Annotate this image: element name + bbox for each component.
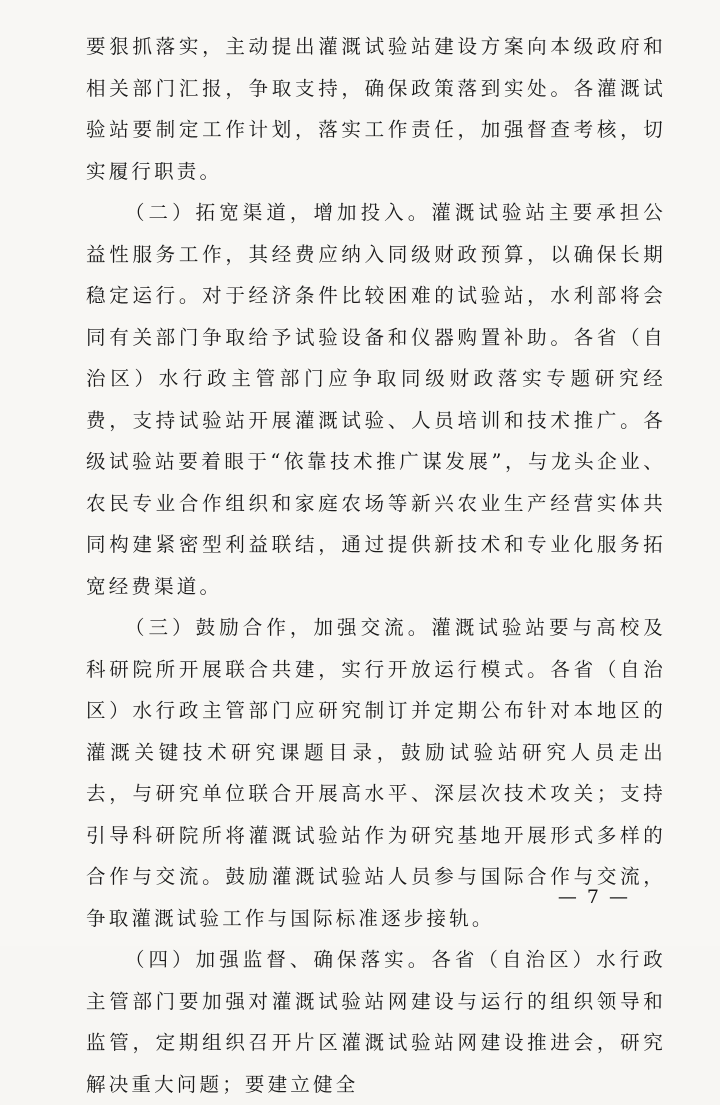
paragraph-section-2: （二）拓宽渠道，增加投入。灌溉试验站主要承担公益性服务工作，其经费应纳入同级财政预算，以确保长期稳定运行。对于经济条件比较困难的试验站，水利部将会同有关部门争取给予试验设备和仪器购置补助。各省（自治区）水行政主管部门应争取同级财政落实专题研究经费，支持试验站开展灌溉试验、人员培训和技术推广。各级试验站要着眼于“依靠技术推广谋发展”，与龙头企业、农民专业合作组织和家庭农场等新兴农业生产经营实体共同构建紧密型利益联结，通过提供新技术和专业化服务拓宽经费渠道。 bbox=[86, 201, 666, 598]
paragraph-section-3: （三）鼓励合作，加强交流。灌溉试验站要与高校及科研院所开展联合共建，实行开放运行模式。各省（自治区）水行政主管部门应研究制订并定期公布针对本地区的灌溉关键技术研究课题目录，鼓励试验站研究人员走出去，与研究单位联合开展高水平、深层次技术攻关；支持引导科研院所将灌溉试验站作为研究基地开展形式多样的合作与交流。鼓励灌溉试验站人员参与国际合作与交流，争取灌溉试验工作与国际标准逐步接轨。 bbox=[86, 616, 666, 930]
paragraph-section-4: （四）加强监督、确保落实。各省（自治区）水行政主管部门要加强对灌溉试验站网建设与运行的组织领导和监管，定期组织召开片区灌溉试验站网建设推进会，研究解决重大问题；要建立健全 bbox=[86, 948, 666, 1096]
document-body bbox=[86, 26, 666, 1105]
paragraph-continuation: 要狠抓落实，主动提出灌溉试验站建设方案向本级政府和相关部门汇报，争取支持，确保政策落到实处。各灌溉试验站要制定工作计划，落实工作责任，加强督查考核，切实履行职责。 bbox=[86, 35, 666, 183]
page-number: — 7 — bbox=[557, 886, 630, 908]
